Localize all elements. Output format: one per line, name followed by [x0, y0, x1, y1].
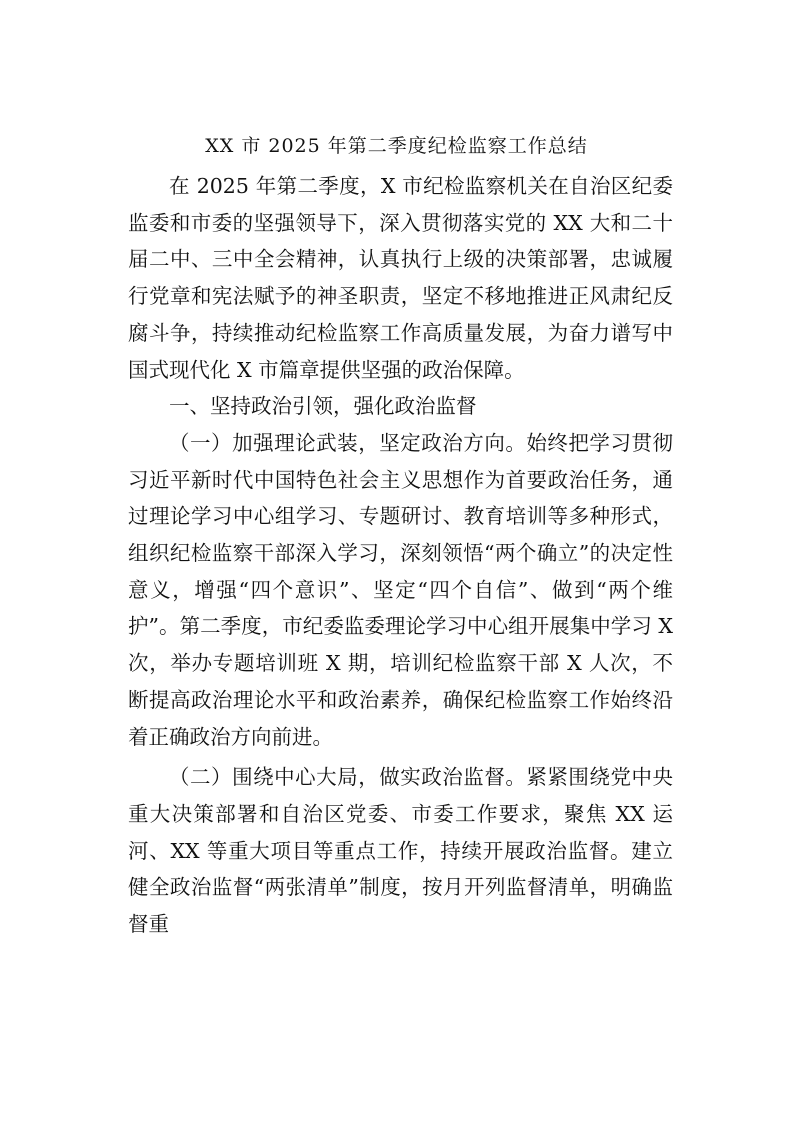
section-heading: 一、坚持政治引领，强化政治监督 — [169, 394, 477, 419]
document-title: XX 市 2025 年第二季度纪检监察工作总结 — [205, 135, 588, 157]
document-body — [128, 168, 673, 943]
subsection-paragraph-2: （二）围绕中心大局，做实政治监督。紧紧围绕党中央重大决策部署和自治区党委、市委工作要求，聚焦 XX 运河、XX 等重大项目等重点工作，持续开展政治监督。建立健全政治监督“两张清单”制度，按月开列监督清单，明确监督重 — [128, 765, 673, 937]
intro-paragraph: 在 2025 年第二季度，X 市纪检监察机关在自治区纪委监委和市委的坚强领导下，深入贯彻落实党的 XX 大和二十届二中、三中全会精神，认真执行上级的决策部署，忠诚履行党章和宪法赋予的神圣职责，坚定不移地推进正风肃纪反腐斗争，持续推动纪检监察工作高质量发展，为奋力谱写中国式现代化 X 市篇章提供坚强的政治保障。 — [128, 174, 673, 382]
subsection-paragraph-1: （一）加强理论武装，坚定政治方向。始终把学习贯彻习近平新时代中国特色社会主义思想作为首要政治任务，通过理论学习中心组学习、专题研讨、教育培训等多种形式，组织纪检监察干部深入学习，深刻领悟“两个确立”的决定性意义，增强“四个意识”、坚定“四个自信”、做到“两个维护”。第二季度，市纪委监委理论学习中心组开展集中学习 X 次，举办专题培训班 X 期，培训纪检监察干部 X 人次，不断提高政治理论水平和政治素养，确保纪检监察工作始终沿着正确政治方向前进。 — [128, 430, 673, 749]
